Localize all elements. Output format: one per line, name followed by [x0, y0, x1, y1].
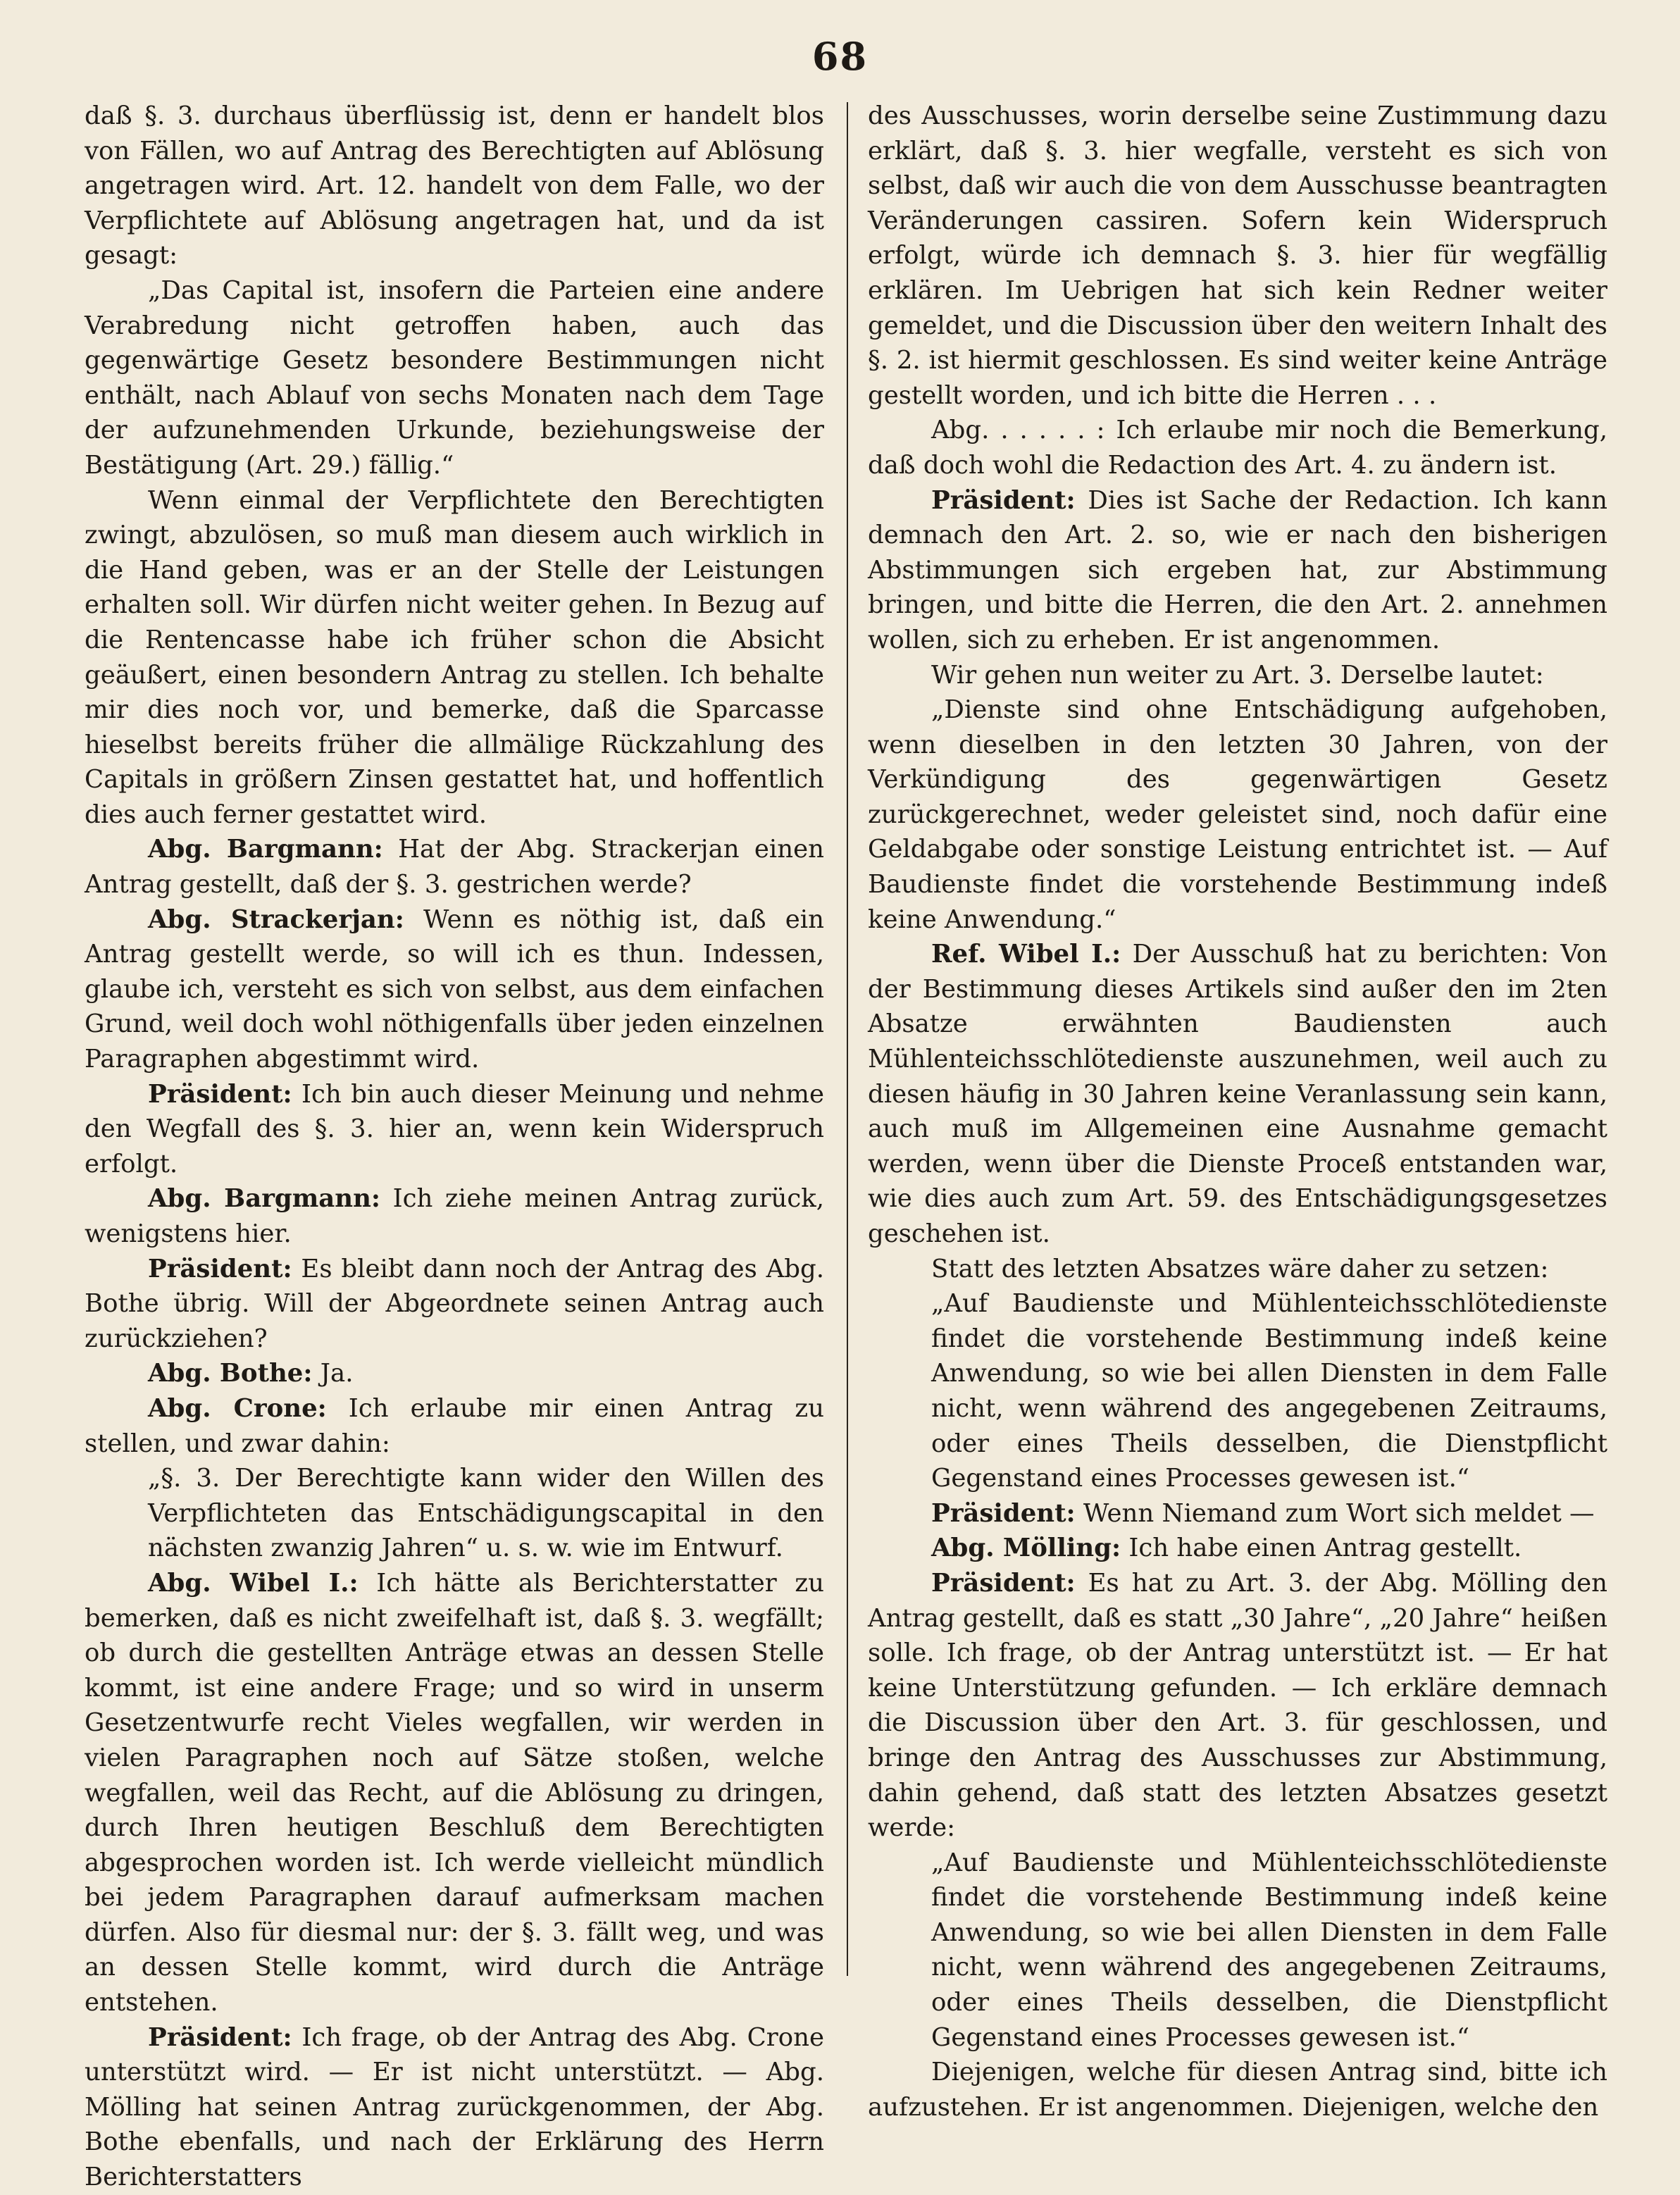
speech-text: Ich frage, ob der Antrag des Abg. Crone unterstützt wird. — Er ist nicht unterstützt. — Abg. Mölling hat seinen Antrag zurückgenommen, der Abg. Bothe ebenfalls, und nach der Erklärung des Herrn Berichterstatters — [85, 2022, 824, 2192]
speech-text: Ich habe einen Antrag gestellt. — [1128, 1534, 1522, 1563]
speech — [85, 1391, 824, 1461]
speaker-label: Präsident: — [148, 2022, 292, 2052]
speech-text: Ich erlaube mir einen Antrag zu stellen, und zwar dahin: — [85, 1393, 824, 1458]
speaker-label: Abg. Mölling: — [931, 1534, 1121, 1563]
speech — [868, 937, 1607, 1251]
column-divider — [847, 102, 848, 1976]
speech-text: Ich bin auch dieser Meinung und nehme den Wegfall des §. 3. hier an, wenn kein Widerspruch erfolgt. — [85, 1079, 824, 1179]
speech — [85, 832, 824, 902]
speech — [85, 2020, 824, 2195]
speaker-label: Präsident: — [148, 1254, 292, 1283]
speech — [85, 902, 824, 1077]
quotation: „Das Capital ist, insofern die Parteien eine andere Verabredung nicht getroffen haben, auch das gegenwärtige Gesetz besondere Bestimmungen nicht enthält, nach Ablauf von sechs Monaten nach dem Tage der aufzunehmenden Urkunde, beziehungsweise der Bestätigung (Art. 29.) fällig.“ — [85, 275, 824, 480]
speech — [868, 1496, 1607, 1531]
speech — [868, 1566, 1607, 1846]
speech — [85, 1077, 824, 1182]
paragraph: des Ausschusses, worin derselbe seine Zustimmung dazu erklärt, daß §. 3. hier wegfalle, versteht es sich von selbst, daß wir auch die von dem Ausschusse beantragten Veränderungen cassiren. Sofern kein Widerspruch erfolgt, würde ich demnach §. 3. hier für wegfällig erklären. Im Uebrigen hat sich kein Redner weiter gemeldet, und die Discussion über den weitern Inhalt des §. 2. ist hiermit geschlossen. Es sind weiter keine Anträge gestellt worden, und ich bitte die Herren . . . — [868, 101, 1607, 410]
paragraph: Wenn einmal der Verpflichtete den Berechtigten zwingt, abzulösen, so muß man diesem auch wirklich in die Hand geben, was er an der Stelle der Leistungen erhalten soll. Wir dürfen nicht weiter gehen. In Bezug auf die Rentencasse habe ich früher schon die Absicht geäußert, einen besondern Antrag zu stellen. Ich behalte mir dies noch vor, und bemerke, daß die Sparcasse hieselbst bereits früher die allmälige Rückzahlung des Capitals in größern Zinsen gestattet hat, und hoffentlich dies auch ferner gestattet wird. — [85, 485, 824, 829]
speech — [85, 1356, 824, 1391]
speaker-label: Abg. Bargmann: — [148, 1184, 381, 1214]
quotation: „Dienste sind ohne Entschädigung aufgehoben, wenn dieselben in den letzten 30 Jahren, von der Verkündigung des gegenwärtigen Gesetz zurückgerechnet, weder geleistet sind, noch dafür eine Geldabgabe oder sonstige Leistung entrichtet ist. — Auf Baudienste findet die vorstehende Bestimmung indeß keine Anwendung.“ — [868, 695, 1607, 934]
quotation: „Auf Baudienste und Mühlenteichsschlötedienste findet die vorstehende Bestimmung indeß keine Anwendung, so wie bei allen Diensten in dem Falle nicht, wenn während des angegebenen Zeitraums, oder eines Theils desselben, die Dienstpflicht Gegenstand eines Processes gewesen ist.“ — [931, 1848, 1607, 2052]
speaker-label: Abg. Strackerjan: — [148, 904, 404, 934]
speaker-label: Präsident: — [931, 485, 1076, 515]
speaker-label: Abg. Crone: — [148, 1393, 327, 1423]
speaker-label: Präsident: — [148, 1079, 292, 1109]
speech — [85, 1566, 824, 2020]
speech-text: Ich ziehe meinen Antrag zurück, wenigstens hier. — [85, 1184, 824, 1248]
speech-text: Ich erlaube mir noch die Bemerkung, daß doch wohl die Redaction des Art. 4. zu ändern ist. — [868, 416, 1607, 480]
speech-text: Es bleibt dann noch der Antrag des Abg. Bothe übrig. Will der Abgeordnete seinen Antrag auch zurückziehen? — [85, 1254, 824, 1353]
speech-text: Ja. — [320, 1359, 354, 1388]
speech-text: Hat der Abg. Strackerjan einen Antrag gestellt, daß der §. 3. gestrichen werde? — [85, 835, 824, 900]
quotation: „§. 3. Der Berechtigte kann wider den Willen des Verpflichteten das Entschädigungscapital in den nächsten zwanzig Jahren“ u. s. w. wie im Entwurf. — [148, 1464, 824, 1563]
speech-text: Dies ist Sache der Redaction. Ich kann demnach den Art. 2. so, wie er nach den bisherigen Abstimmungen sich ergeben hat, zur Abstimmung bringen, und bitte die Herren, die den Art. 2. annehmen wollen, sich zu erheben. Er ist angenommen. — [868, 485, 1607, 654]
quotation: „Auf Baudienste und Mühlenteichsschlötedienste findet die vorstehende Bestimmung indeß keine Anwendung, so wie bei allen Diensten in dem Falle nicht, wenn während des angegebenen Zeitraums, oder eines Theils desselben, die Dienstpflicht Gegenstand eines Processes gewesen ist.“ — [931, 1289, 1607, 1493]
speech — [868, 483, 1607, 658]
speech — [85, 1252, 824, 1357]
left-column — [85, 99, 824, 2195]
speech — [868, 413, 1607, 483]
speaker-label: Präsident: — [931, 1568, 1076, 1598]
speech-text: Der Ausschuß hat zu berichten: Von der Bestimmung dieses Artikels sind außer den im 2ten Absatze erwähnten Baudiensten auch Mühlenteichsschlötedienste auszunehmen, weil auch zu diesen häufig in 30 Jahren keine Veranlassung sein kann, auch muß im Allgemeinen eine Ausnahme gemacht werden, wenn über die Dienste Proceß entstanden war, wie dies auch zum Art. 59. des Entschädigungsgesetzes geschehen ist. — [868, 940, 1607, 1248]
speaker-label: Abg. Bargmann: — [148, 835, 383, 864]
speech-text: Ich hätte als Berichterstatter zu bemerken, daß es nicht zweifelhaft ist, daß §. 3. wegfällt; ob durch die gestellten Anträge etwas an dessen Stelle kommt, ist eine andere Frage; und so wird in unserm Gesetzentwurfe recht Vieles wegfallen, wir werden in vielen Paragraphen noch auf Sätze stoßen, welche wegfallen, weil das Recht, auf die Ablösung zu dringen, durch Ihren heutigen Beschluß dem Berechtigten abgesprochen worden ist. Ich werde vielleicht mündlich bei jedem Paragraphen darauf aufmerksam machen dürfen. Also für diesmal nur: der §. 3. fällt weg, und was an dessen Stelle kommt, wird durch die Anträge entstehen. — [85, 1568, 824, 2017]
speech-text: Es hat zu Art. 3. der Abg. Mölling den Antrag gestellt, daß es statt „30 Jahre“, „20 Jahre“ heißen solle. Ich frage, ob der Antrag unterstützt ist. — Er hat keine Unterstützung gefunden. — Ich erkläre demnach die Discussion über den Art. 3. für geschlossen, und bringe den Antrag des Ausschusses zur Abstimmung, dahin gehend, daß statt des letzten Absatzes gesetzt werde: — [868, 1568, 1607, 1843]
speech-text: Wenn es nöthig ist, daß ein Antrag gestellt werde, so will ich es thun. Indessen, glaube ich, versteht es sich von selbst, aus dem einfachen Grund, weil doch wohl nöthigenfalls über jeden einzelnen Paragraphen abgestimmt wird. — [85, 904, 824, 1074]
speech — [85, 1181, 824, 1251]
paragraph: Diejenigen, welche für diesen Antrag sind, bitte ich aufzustehen. Er ist angenommen. Diejenigen, welche den — [868, 2058, 1607, 2122]
right-column — [868, 99, 1607, 2125]
speaker-label: Ref. Wibel I.: — [931, 940, 1121, 969]
page-number: 68 — [811, 34, 869, 79]
speaker-label: Abg. Bothe: — [148, 1359, 313, 1388]
speech — [868, 1531, 1607, 1566]
paragraph: Wir gehen nun weiter zu Art. 3. Derselbe lautet: — [931, 660, 1544, 690]
paragraph: daß §. 3. durchaus überflüssig ist, denn er handelt blos von Fällen, wo auf Antrag des Berechtigten auf Ablösung angetragen wird. Art. 12. handelt von dem Falle, wo der Verpflichtete auf Ablösung angetragen hat, und da ist gesagt: — [85, 101, 824, 271]
speaker-label: Abg. Wibel I.: — [148, 1568, 359, 1598]
speech-text: Wenn Niemand zum Wort sich meldet — — [1083, 1498, 1595, 1528]
speaker-label: Abg. . . . . . : — [931, 416, 1105, 445]
speaker-label: Präsident: — [931, 1498, 1076, 1528]
paragraph: Statt des letzten Absatzes wäre daher zu setzen: — [931, 1254, 1549, 1283]
